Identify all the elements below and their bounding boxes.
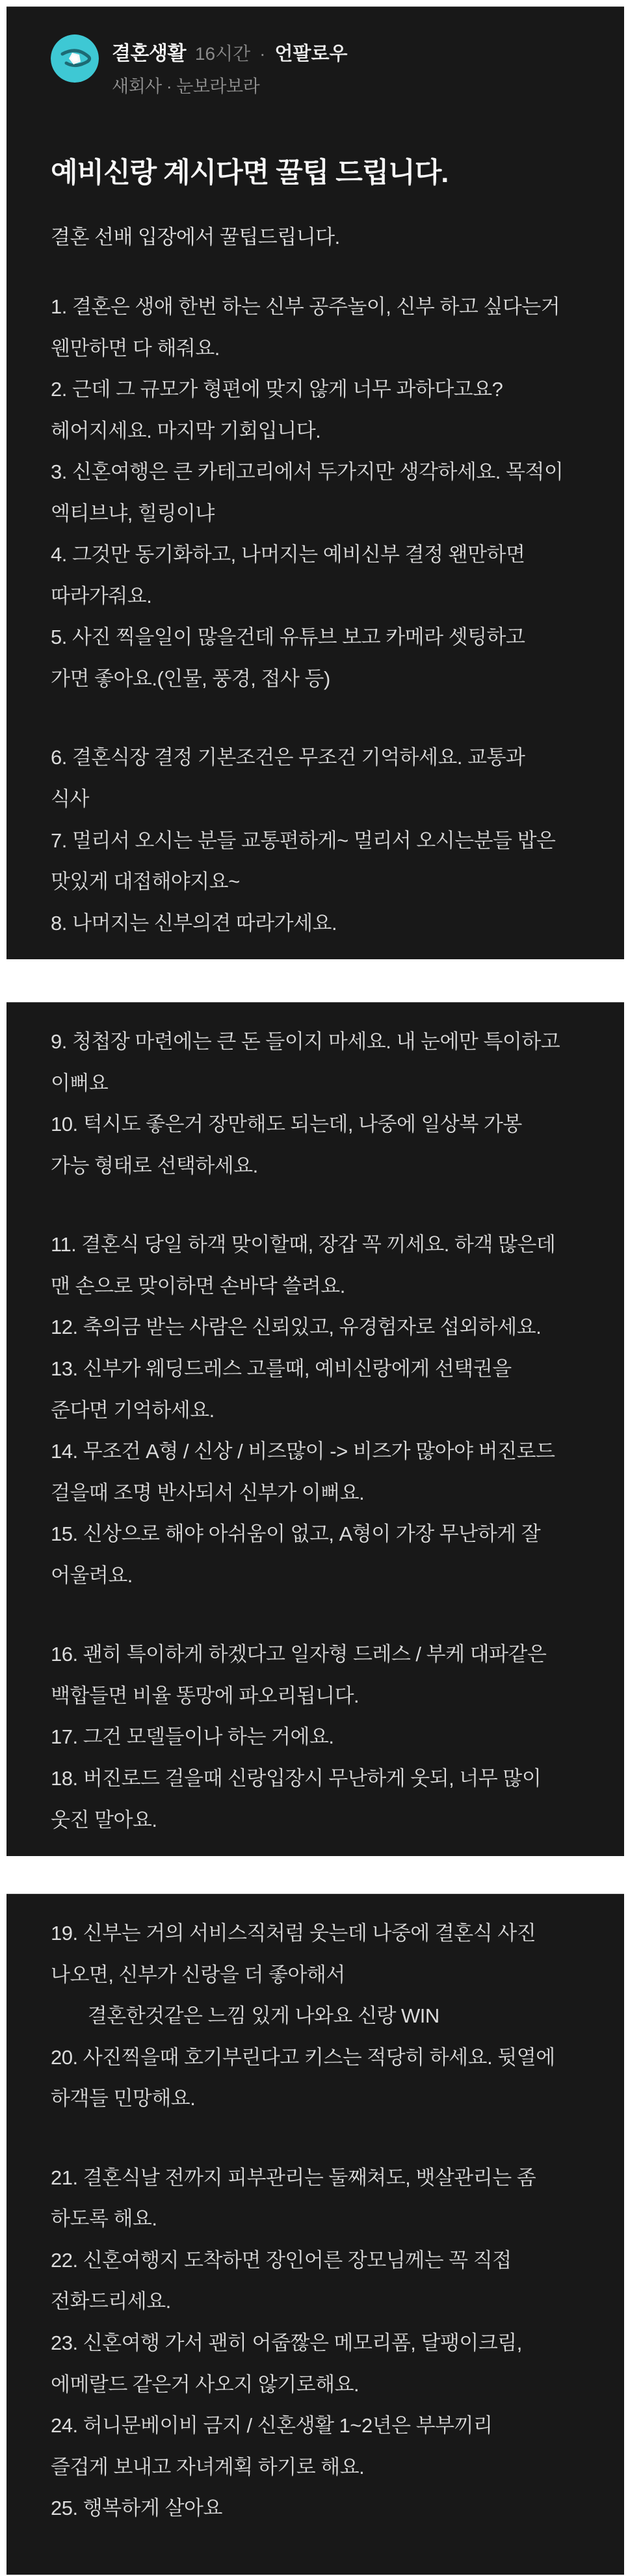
author-subline: 새회사 · 눈보라보라 [112, 77, 260, 96]
post-card-bottom [7, 1894, 624, 2575]
post-card-middle [7, 1002, 624, 1856]
tip-item: 3. 신혼여행은 큰 카테고리에서 두가지만 생각하세요. 목적이 엑티브냐, 힐링이냐 [51, 460, 564, 525]
tip-item: 21. 결혼식날 전까지 피부관리는 둘째쳐도, 뱃살관리는 좀 하도록 해요. [51, 2166, 536, 2231]
tip-item: 15. 신상으로 해야 아쉬움이 없고, A형이 가장 무난하게 잘 어울려요. [51, 1522, 541, 1587]
tips-section-1 [51, 286, 598, 944]
tips-section-2 [51, 1021, 598, 1840]
tip-item: 18. 버진로드 걸을때 신랑입장시 무난하게 웃되, 너무 많이 웃진 말아요. [51, 1766, 542, 1831]
tip-item: 2. 근데 그 규모가 형편에 맞지 않게 너무 과하다고요? 헤어지세요. 마지막 기회입니다. [51, 378, 503, 442]
tip-item: 4. 그것만 동기화하고, 나머지는 예비신부 결정 왠만하면 따라가줘요. [51, 543, 525, 607]
tip-item: 9. 청첩장 마련에는 큰 돈 들이지 마세요. 내 눈에만 특이하고 이뻐요 [51, 1030, 560, 1095]
tip-item: 1. 결혼은 생애 한번 하는 신부 공주놀이, 신부 하고 싶다는거 웬만하면 다 해줘요. [51, 295, 560, 360]
author-name-row [112, 37, 348, 66]
unfollow-button[interactable]: 언팔로우 [274, 44, 348, 64]
header-text [112, 34, 348, 98]
tip-item: 7. 멀리서 오시는 분들 교통편하게~ 멀리서 오시는분들 밥은 맛있게 대접해야지요~ [51, 829, 556, 894]
ring-icon [51, 34, 99, 83]
post-intro: 결혼 선배 입장에서 꿀팁드립니다. [51, 226, 340, 248]
tip-item: 11. 결혼식 당일 하객 맞이할때, 장갑 꼭 끼세요. 하객 많은데 맨 손으로 맞이하면 손바닥 쓸려요. [51, 1233, 556, 1297]
tip-item: 24. 허니문베이비 금지 / 신혼생활 1~2년은 부부끼리 즐겁게 보내고 자녀계획 하기로 해요. [51, 2414, 493, 2478]
post-card-top [7, 7, 624, 959]
tip-item: 12. 축의금 받는 사람은 신뢰있고, 유경험자로 섭외하세요. [51, 1316, 542, 1339]
post-timestamp: 16시간 [194, 44, 251, 64]
tip-item: 16. 괜히 특이하게 하겠다고 일자형 드레스 / 부케 대파같은 백합들면 비율 똥망에 파오리됩니다. [51, 1643, 547, 1707]
tips-section-3 [51, 1913, 598, 2529]
tip-item: 20. 사진찍을때 호기부린다고 키스는 적당히 하세요. 뒷열에 하객들 민망해요. [51, 2045, 555, 2110]
tip-item: 10. 턱시도 좋은거 장만해도 되는데, 나중에 일상복 가봉 가능 형태로 선택하세요. [51, 1113, 522, 1177]
post-title: 예비신랑 계시다면 꿀팁 드립니다. [51, 157, 449, 189]
tip-item: 23. 신혼여행 가서 괜히 어줍짢은 메모리폼, 달팽이크림, 에메랄드 같은거 사오지 않기로해요. [51, 2331, 522, 2396]
tip-item: 5. 사진 찍을일이 많을건데 유튜브 보고 카메라 셋팅하고 가면 좋아요.(인물, 풍경, 접사 등) [51, 626, 525, 690]
author-avatar[interactable] [51, 34, 99, 83]
tip-item: 22. 신혼여행지 도착하면 장인어른 장모님께는 꼭 직접 전화드리세요. [51, 2248, 512, 2313]
post-header [51, 25, 598, 98]
tip-item: 8. 나머지는 신부의견 따라가세요. [51, 911, 337, 935]
tip-item: 19. 신부는 거의 서비스직처럼 웃는데 나중에 결혼식 사진 나오면, 신부가 신랑을 더 좋아해서 결혼한것같은 느낌 있게 나와요 신랑 WIN [51, 1922, 536, 2028]
author-name[interactable]: 결혼생활 [112, 43, 186, 64]
tip-item: 6. 결혼식장 결정 기본조건은 무조건 기억하세요. 교통과 식사 [51, 746, 525, 811]
tip-item: 17. 그건 모델들이나 하는 거에요. [51, 1725, 334, 1749]
screenshot-gap-divider [0, 959, 628, 1002]
header-dot-separator: · [259, 44, 266, 64]
tip-item: 14. 무조건 A형 / 신상 / 비즈많이 -> 비즈가 많아야 버진로드 걸을때 조명 반사되서 신부가 이뻐요. [51, 1440, 555, 1504]
screenshot-gap-divider [0, 1856, 628, 1894]
tip-item: 25. 행복하게 살아요 [51, 2497, 222, 2520]
tip-item: 13. 신부가 웨딩드레스 고를때, 예비신랑에게 선택권을 준다면 기억하세요. [51, 1357, 512, 1422]
post-page [0, 7, 628, 2575]
